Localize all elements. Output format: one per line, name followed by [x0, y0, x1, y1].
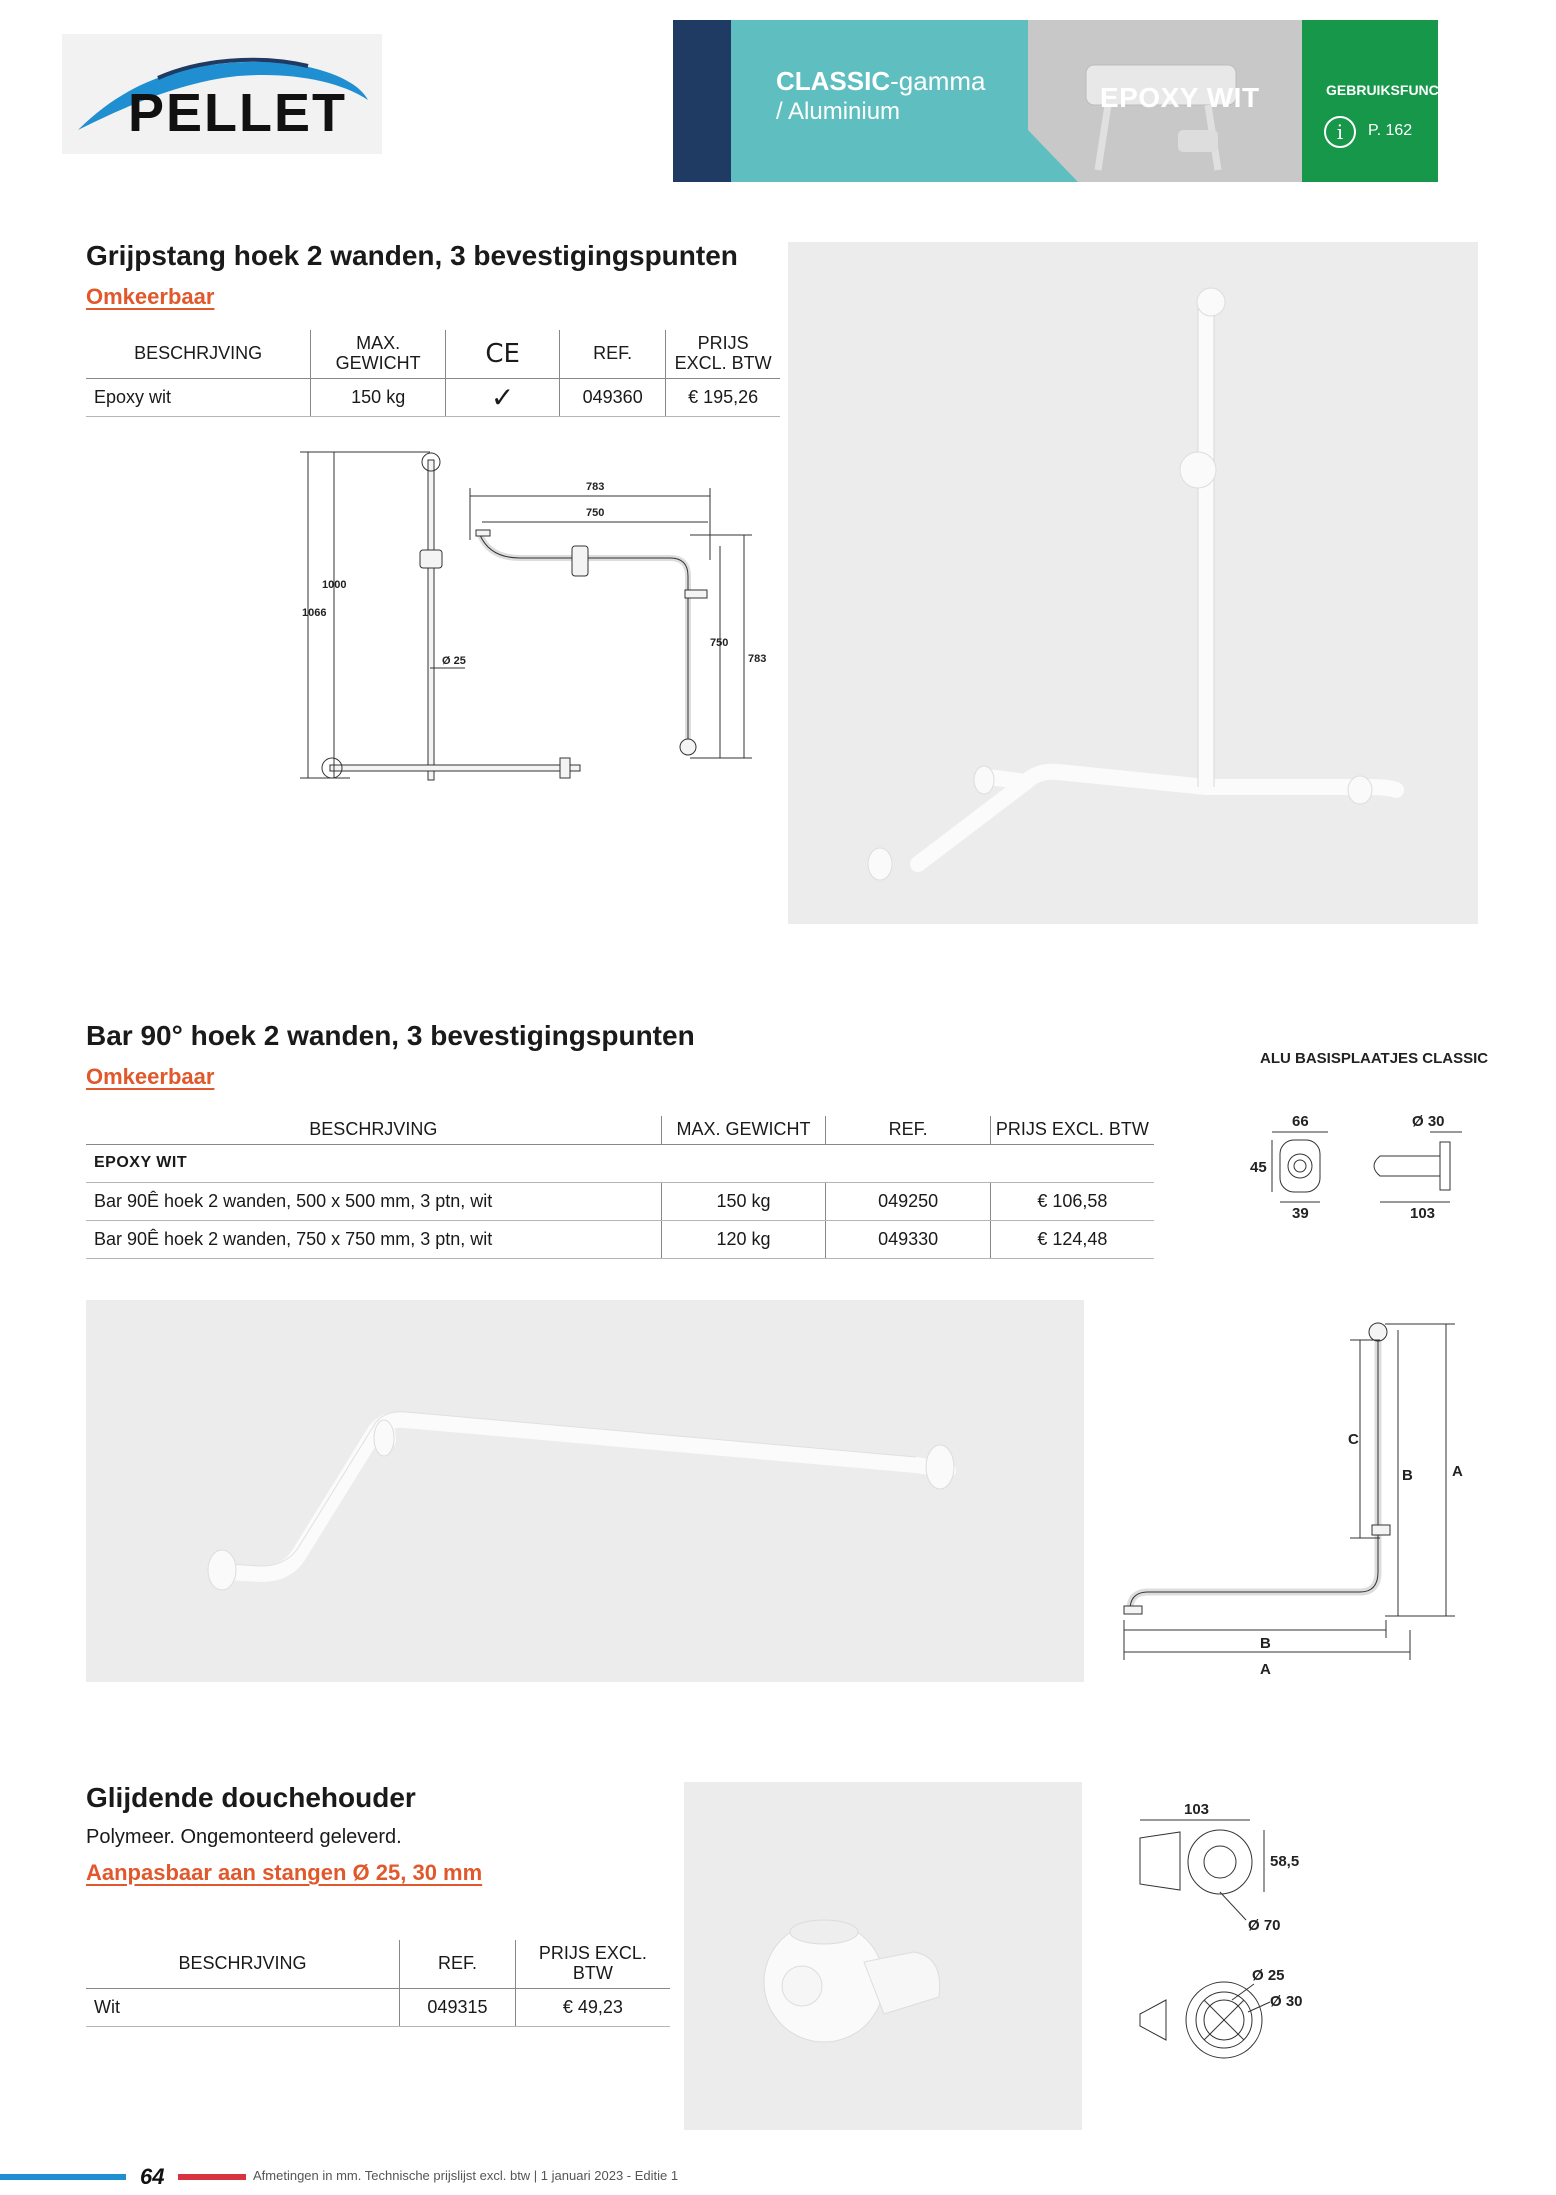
footer-bar-blue: [0, 2174, 126, 2180]
row-weight: 150 kg: [661, 1182, 826, 1220]
th-price: PRIJS EXCL. BTW: [666, 330, 780, 378]
group-label: EPOXY WIT: [86, 1144, 1154, 1182]
row-desc: Epoxy wit: [86, 378, 311, 416]
section1-tag: Omkeerbaar: [86, 284, 215, 309]
finish-label: EPOXY WIT: [1100, 82, 1260, 113]
section1-drawing: [290, 440, 790, 790]
row-ref: 049360: [560, 378, 666, 416]
dim-39: 39: [1292, 1205, 1309, 1222]
dim-A-vertical: A: [1452, 1463, 1463, 1480]
row-desc: Bar 90Ê hoek 2 wanden, 500 x 500 mm, 3 ptn, wit: [86, 1182, 661, 1220]
row-weight: 120 kg: [661, 1220, 826, 1258]
footer-note: Afmetingen in mm. Technische prijslijst excl. btw | 1 januari 2023 - Editie 1: [253, 2168, 679, 2183]
dim-66: 66: [1292, 1113, 1309, 1130]
footer-bar-red: [178, 2174, 246, 2180]
th-max-weight: MAX. GEWICHT: [311, 330, 446, 378]
dim-diameter-25: Ø 25: [1252, 1967, 1285, 1984]
row-weight: 150 kg: [311, 378, 446, 416]
dim-1000: 1000: [322, 579, 347, 591]
functions-page-ref[interactable]: P. 162: [1368, 122, 1413, 139]
row-price: € 106,58: [990, 1182, 1154, 1220]
functions-label: GEBRUIKSFUNCTIES: [1326, 82, 1470, 98]
dim-103: 103: [1410, 1205, 1436, 1222]
section1-product-photo: [788, 242, 1478, 924]
dim-A-horizontal: A: [1260, 1661, 1271, 1678]
base-plates-title: ALU BASISPLAATJES CLASSIC: [1260, 1050, 1489, 1067]
dim-750-side: 750: [710, 637, 729, 649]
th-description: BESCHRJVING: [86, 1940, 400, 1988]
ce-mark-icon: CE: [446, 330, 560, 378]
row-desc: Wit: [86, 1988, 400, 2026]
row-ref: 049250: [826, 1182, 990, 1220]
row-price: € 195,26: [666, 378, 780, 416]
dim-103: 103: [1184, 1801, 1210, 1818]
section1-table: [86, 330, 780, 417]
row-ref: 049315: [400, 1988, 516, 2026]
row-price: € 124,48: [990, 1220, 1154, 1258]
section3-tag: Aanpasbaar aan stangen Ø 25, 30 mm: [86, 1860, 483, 1885]
row-ref: 049330: [826, 1220, 990, 1258]
th-price: PRIJS EXCL. BTW: [515, 1940, 670, 1988]
dim-diameter-30: Ø 30: [1270, 1993, 1303, 2010]
table-row: [86, 378, 780, 416]
dim-diameter-30: Ø 30: [1412, 1113, 1445, 1130]
section3-drawing: [1120, 1800, 1340, 2170]
section3-table: [86, 1940, 670, 2027]
dim-diameter-25: Ø 25: [442, 655, 466, 667]
th-description: BESCHRJVING: [86, 330, 311, 378]
section2-drawing: [1110, 1310, 1490, 1680]
th-max-weight: MAX. GEWICHT: [661, 1116, 826, 1144]
dim-B-vertical: B: [1402, 1467, 1413, 1484]
th-ref: REF.: [400, 1940, 516, 1988]
group-row: [86, 1144, 1154, 1182]
section2-table: [86, 1116, 1154, 1259]
section2-title: Bar 90° hoek 2 wanden, 3 bevestigingspunten: [86, 1020, 695, 1051]
dim-45: 45: [1250, 1159, 1267, 1176]
table-row: [86, 1220, 1154, 1258]
base-plates-drawing: [1250, 1112, 1500, 1222]
dim-58-5: 58,5: [1270, 1853, 1300, 1870]
header-band-green: [1302, 20, 1438, 182]
range-title: CLASSIC-gamma: [776, 66, 986, 96]
table-row: [86, 1988, 670, 2026]
th-ref: REF.: [826, 1116, 990, 1144]
section3-subtitle: Polymeer. Ongemonteerd geleverd.: [86, 1826, 402, 1848]
section2-product-photo: [86, 1300, 1084, 1682]
section3-product-photo: [684, 1782, 1082, 2130]
th-ref: REF.: [560, 330, 666, 378]
dim-783-side: 783: [748, 653, 767, 665]
row-desc: Bar 90Ê hoek 2 wanden, 750 x 750 mm, 3 ptn, wit: [86, 1220, 661, 1258]
logo: PELLET: [128, 83, 348, 143]
th-price: PRIJS EXCL. BTW: [990, 1116, 1154, 1144]
table-row: [86, 1182, 1154, 1220]
dim-diameter-70: Ø 70: [1248, 1917, 1281, 1934]
checkmark-icon: ✓: [446, 378, 560, 416]
section2-tag: Omkeerbaar: [86, 1064, 215, 1089]
dim-C: C: [1348, 1431, 1359, 1448]
material-label: / Aluminium: [776, 98, 901, 125]
th-description: BESCHRJVING: [86, 1116, 661, 1144]
dim-783-top: 783: [586, 481, 605, 493]
dim-B-horizontal: B: [1260, 1635, 1271, 1652]
dim-750-top: 750: [586, 507, 605, 519]
section3-title: Glijdende douchehouder: [86, 1782, 416, 1813]
info-icon[interactable]: i: [1324, 116, 1356, 148]
page-number: 64: [140, 2164, 165, 2189]
section1-title: Grijpstang hoek 2 wanden, 3 bevestigingspunten: [86, 240, 738, 271]
dim-1066: 1066: [302, 607, 327, 619]
row-price: € 49,23: [515, 1988, 670, 2026]
header-band-navy: [673, 20, 731, 182]
